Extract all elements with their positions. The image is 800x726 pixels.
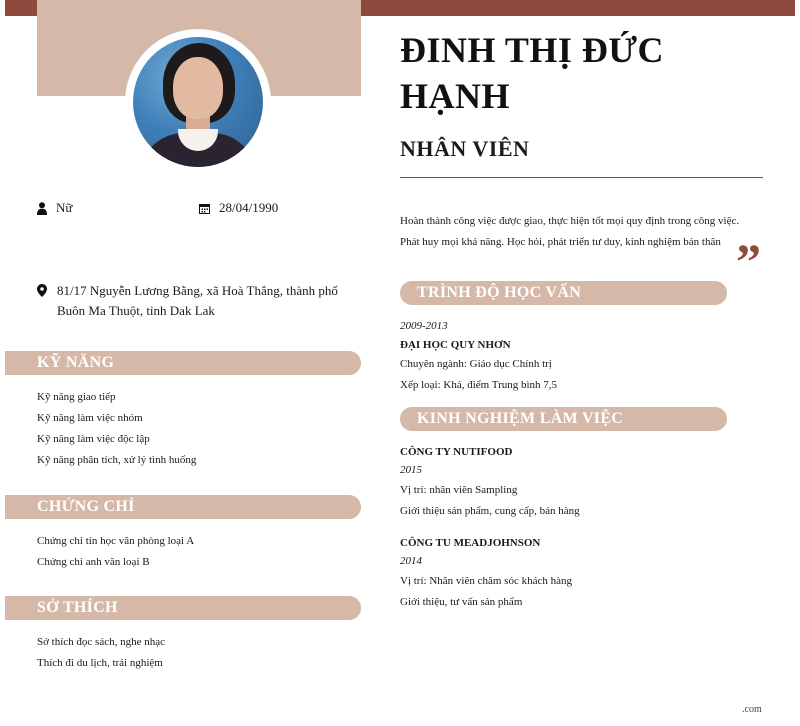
hobbies-list [37,632,165,674]
job-entry [400,443,580,522]
skills-list [37,387,196,471]
list-item: Chứng chỉ tin học văn phòng loại A [37,535,195,547]
job-position: Vị trí: Nhân viên chăm sóc khách hàng [400,575,572,587]
list-item: Kỹ năng làm việc độc lập [37,433,150,445]
address-value: 81/17 Nguyễn Lương Bằng, xã Hoà Thắng, thành phố Buôn Ma Thuột, tỉnh Dak Lak [57,283,338,318]
school-name: ĐẠI HỌC QUY NHƠN [400,339,511,351]
list-item: Kỹ năng làm việc nhóm [37,412,143,424]
gender-info [37,200,72,216]
certificates-list [37,531,194,573]
birthdate-value: 28/04/1990 [219,200,279,215]
job-title: NHÂN VIÊN [400,136,530,161]
summary-line: Phát huy mọi khả năng. Học hỏi, phát triển tư duy, kinh nghiệm bản thân [400,236,721,248]
list-item: Sở thích đọc sách, nghe nhạc [37,636,166,648]
summary-line: Hoàn thành công việc được giao, thực hiện tốt mọi quy định trong công việc. [400,215,740,227]
education-period: 2009-2013 [400,320,448,332]
company-name: CÔNG TU MEADJOHNSON [400,537,541,549]
calendar-icon [199,203,210,214]
gender-value: Nữ [56,200,73,215]
job-duty: Giới thiệu sản phẩm, cung cấp, bán hàng [400,505,580,517]
list-item: Thích đi du lịch, trải nghiệm [37,657,163,669]
job-position: Vị trí: nhân viên Sampling [400,484,518,496]
education-major: Chuyên ngành: Giáo dục Chính trị [400,358,552,370]
education-grade: Xếp loại: Khá, điểm Trung bình 7,5 [400,379,558,391]
list-item: Chứng chỉ anh văn loại B [37,556,150,568]
job-entry [400,534,572,613]
education-heading: TRÌNH ĐỘ HỌC VẤN [400,281,727,305]
person-icon [37,202,47,215]
list-item: Kỹ năng phân tích, xử lý tình huống [37,454,197,466]
avatar-photo [133,37,263,167]
job-year: 2015 [400,464,422,476]
skills-heading: KỸ NĂNG [5,351,361,375]
address-info [37,281,347,321]
company-name: CÔNG TY NUTIFOOD [400,446,513,458]
education-entry [400,317,557,396]
quote-icon: ” [736,233,761,289]
avatar [125,29,271,175]
list-item: Kỹ năng giao tiếp [37,391,116,403]
career-summary [400,211,760,253]
footer-watermark: .com [742,704,762,715]
experience-heading: KINH NGHIỆM LÀM VIỆC [400,407,727,431]
certificates-heading: CHỨNG CHỈ [5,495,361,519]
hobbies-heading: SỞ THÍCH [5,596,361,620]
header-divider [400,177,763,178]
birthdate-info [199,200,278,216]
map-pin-icon [37,284,47,297]
candidate-name: ĐINH THỊ ĐỨC HẠNH [400,30,665,116]
job-duty: Giới thiệu, tư vấn sản phẩm [400,596,523,608]
job-year: 2014 [400,555,422,567]
